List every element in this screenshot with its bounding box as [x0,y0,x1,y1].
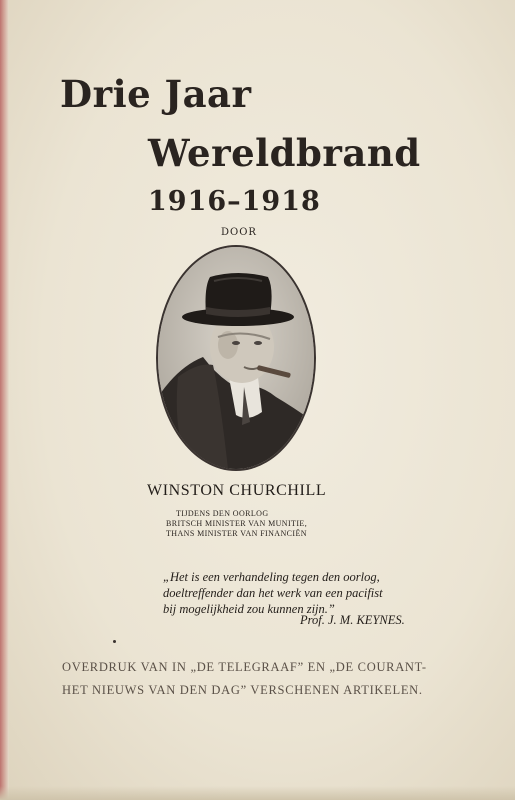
ink-dot [113,640,116,643]
quote-line-2: doeltreffender dan het werk van een pacifist [163,586,383,600]
title-line-1: Drie Jaar [60,72,252,116]
by-label: DOOR [221,227,257,238]
worn-bottom-edge [0,786,515,800]
title-line-2: Wereldbrand [148,131,421,175]
quote-attribution: Prof. J. M. KEYNES. [300,613,405,627]
quote-line-3: bij mogelijkheid zou kunnen zijn.” [163,602,335,616]
author-portrait [156,245,316,471]
author-role-1: TIJDENS DEN OORLOG [176,509,269,518]
reprint-note-line-1: OVERDRUK VAN IN „DE TELEGRAAF” EN „DE COURANT- [62,660,427,674]
portrait-illustration [158,247,314,469]
author-name: WINSTON CHURCHILL [147,482,327,499]
author-role-2: BRITSCH MINISTER VAN MUNITIE, [166,519,308,528]
reprint-note-line-2: HET NIEUWS VAN DEN DAG” VERSCHENEN ARTIKELEN. [62,683,423,697]
worn-red-spine-edge [0,0,9,800]
quote-line-1: „Het is een verhandeling tegen den oorlog, [163,570,380,584]
title-years: 1916–1918 [148,186,321,217]
author-role-3: THANS MINISTER VAN FINANCIËN [166,529,307,538]
